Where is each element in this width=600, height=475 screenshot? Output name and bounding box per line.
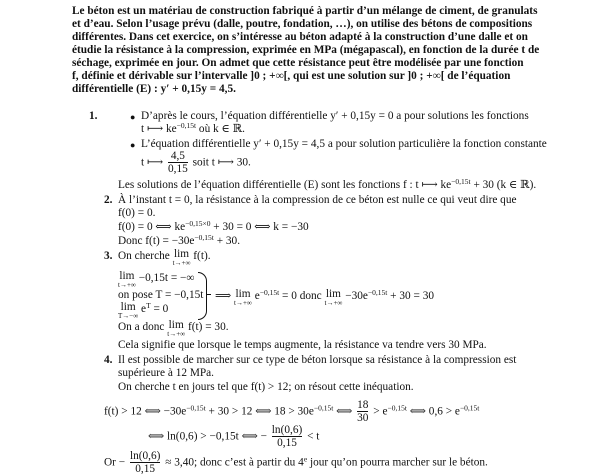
q3-system-line3: lim T→−∞ $e^T = 0$ bbox=[118, 301, 169, 320]
q1-bullet1-line1: D’après le cours, l’équation différentielle y′ + 0,15y = 0 a pour solutions les fonctions bbox=[141, 110, 529, 122]
bullet-icon: ● bbox=[130, 112, 136, 122]
q4-line2: supérieure à 12 MPa. bbox=[118, 367, 214, 379]
q4-conclusion: Or − $\frac{\ln(0,6)}{0,15}$ ≈ 3,40; donc c’est à partir du 4e jour qu’on pourra marcher sur le béton. bbox=[104, 450, 488, 475]
q3-system-line2: on pose T = −0,15t bbox=[118, 289, 204, 301]
q4-equation-2: ⟺ ln(0,6) > −0,15t ⟺ − $\frac{\ln(0,6)}{0,15}$ < t bbox=[148, 424, 320, 449]
question-4-number: 4. bbox=[104, 354, 113, 366]
q1-bullet1-line2: t ⟼ $ke^{-0,15t}$ où k ∈ ℝ. bbox=[141, 121, 245, 135]
question-3-number: 3. bbox=[104, 250, 113, 262]
q2-line3: f(0) = 0 ⟺ $ke^{-0,15\times 0} + 30 = 0$ ⟺ k = −30 bbox=[118, 219, 309, 233]
q2-line4: Donc $f(t) = -30e^{-0,15t} + 30$. bbox=[118, 233, 241, 247]
intro-line-4: étudie la résistance à la compression, exprimée en MPa (mégapascal), en fonction de la durée t de bbox=[72, 44, 540, 56]
question-2-number: 2. bbox=[104, 194, 113, 206]
intro-line-3: différentes. Dans cet exercice, on s’intéresse au béton adapté à la construction d’une dalle et on bbox=[72, 31, 528, 43]
q2-line1: À l’instant t = 0, la résistance à la compression de ce béton est nulle ce qui veut dire que bbox=[118, 194, 517, 206]
q1-bullet2-line2: t ⟼ $\frac{4,5}{0,15}$ soit t ⟼ 30. bbox=[141, 150, 251, 175]
q4-line3: On cherche t en jours tel que f(t) > 12; on résout cette inéquation. bbox=[118, 381, 414, 393]
q3-system-line1: lim t→+∞ −0,15t = −∞ bbox=[118, 270, 195, 289]
intro-line-5: séchage, exprimée en jour. On admet que cette résistance peut être modélisée par une fonction bbox=[72, 57, 524, 69]
fraction: $\frac{4,5}{0,15}$ bbox=[168, 150, 188, 175]
question-1-number: 1. bbox=[89, 110, 98, 122]
q2-line2: f(0) = 0. bbox=[118, 207, 156, 219]
q4-equation-1: f(t) > 12 ⟺ $-30e^{-0,15t} + 30 > 12$ ⟺ $18 > 30e^{-0,15t}$ ⟺ $\frac{18}{30}$ > $e^{-0,15t}$ ⟺ $0,6 > e^{-0,15t}$ bbox=[104, 399, 480, 424]
bullet-icon: ● bbox=[130, 140, 136, 150]
fraction: $\frac{\ln(0,6)}{0,15}$ bbox=[129, 450, 161, 475]
fraction: $\frac{\ln(0,6)}{0,15}$ bbox=[271, 424, 303, 449]
intro-line-1: Le béton est un matériau de construction fabriqué à partir d’un mélange de ciment, de granulats bbox=[72, 5, 538, 17]
q3-line6: Cela signifie que lorsque le temps augmente, la résistance va tendre vers 30 MPa. bbox=[118, 339, 487, 351]
limit-operator: lim t→+∞ bbox=[172, 248, 191, 267]
q3-line1: On cherche lim t→+∞ f(t). bbox=[118, 248, 211, 267]
fraction: $\frac{18}{30}$ bbox=[357, 399, 369, 424]
intro-line-6: f, définie et dérivable sur l’intervalle ]0 ; +∞[, qui est une solution sur ]0 ; +∞[ de l’équation bbox=[72, 70, 511, 82]
q3-result: ⟹ lim t→+∞ $e^{-0,15t} = 0$ donc lim t→+∞ $-30e^{-0,15t} + 30 = 30$ bbox=[215, 288, 434, 307]
intro-line-7: différentielle (E) : y′ + 0,15y = 4,5. bbox=[72, 83, 236, 95]
q1-conclusion: Les solutions de l’équation différentielle (E) sont les fonctions f : t ⟼ $ke^{-0,15t} + 30$ (k ∈ ℝ). bbox=[118, 177, 537, 191]
q4-line1: Il est possible de marcher sur ce type de béton lorsque sa résistance à la compression est bbox=[118, 354, 517, 366]
right-brace bbox=[198, 272, 207, 320]
intro-line-2: et d’eau. Selon l’usage prévu (dalle, poutre, fondation, …), on utilise des bétons de compositions bbox=[72, 18, 533, 30]
q1-bullet2-line1: L’équation différentielle y′ + 0,15y = 4,5 a pour solution particulière la fonction constante bbox=[141, 138, 547, 150]
q3-line5: On a donc lim t→+∞ f(t) = 30. bbox=[118, 319, 229, 338]
